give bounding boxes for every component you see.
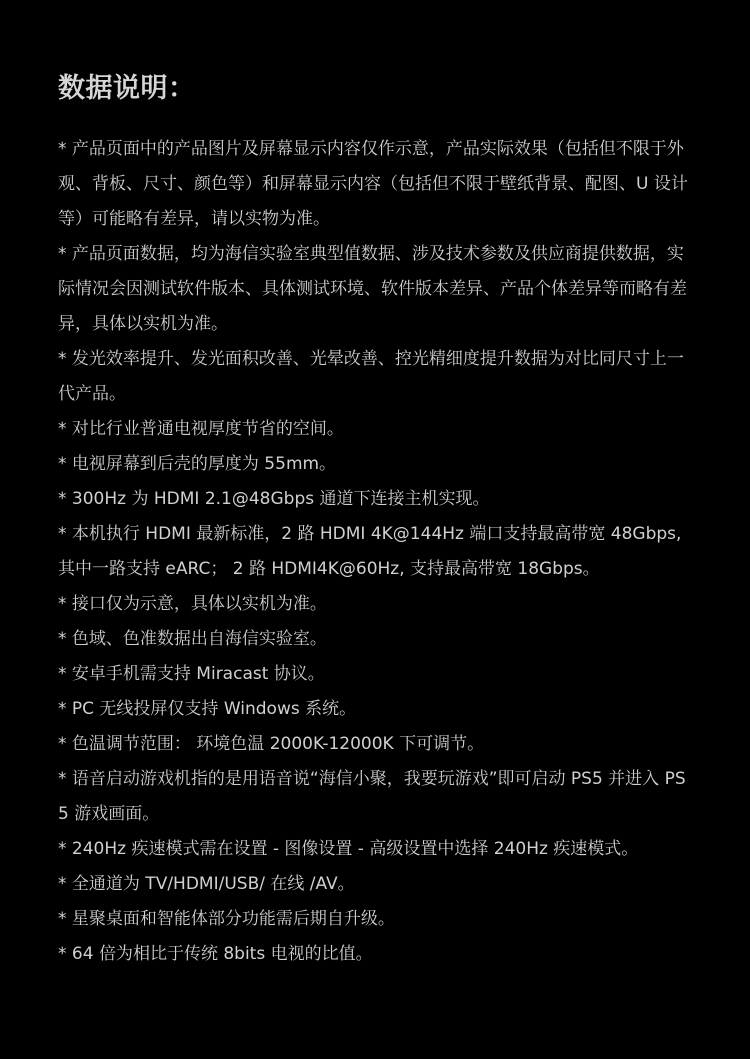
note-item: * 星聚桌面和智能体部分功能需后期自升级。 <box>58 909 395 929</box>
note-item: * 240Hz 疾速模式需在设置 - 图像设置 - 高级设置中选择 240Hz 疾速模式。 <box>58 839 639 859</box>
note-item: * 色域、色准数据出自海信实验室。 <box>58 629 327 649</box>
page-title: 数据说明： <box>58 73 196 104</box>
notes-list <box>58 132 694 972</box>
note-item: * 接口仅为示意，具体以实机为准。 <box>58 594 327 614</box>
note-item: * 64 倍为相比于传统 8bits 电视的比值。 <box>58 944 373 964</box>
note-item: * PC 无线投屏仅支持 Windows 系统。 <box>58 699 357 719</box>
note-item: * 语音启动游戏机指的是用语音说“海信小聚，我要玩游戏”即可启动 PS5 并进入 PS5 游戏画面。 <box>58 769 686 824</box>
note-item: * 发光效率提升、发光面积改善、光晕改善、控光精细度提升数据为对比同尺寸上一代产品。 <box>58 349 684 404</box>
note-item: * 全通道为 TV/HDMI/USB/ 在线 /AV。 <box>58 874 355 894</box>
note-item: * 电视屏幕到后壳的厚度为 55mm。 <box>58 454 337 474</box>
note-item: * 安卓手机需支持 Miracast 协议。 <box>58 664 325 684</box>
note-item: * 产品页面数据，均为海信实验室典型值数据、涉及技术参数及供应商提供数据，实际情况会因测试软件版本、具体测试环境、软件版本差异、产品个体差异等而略有差异，具体以实机为准。 <box>58 244 687 334</box>
note-item: * 色温调节范围： 环境色温 2000K-12000K 下可调节。 <box>58 734 485 754</box>
note-item: * 本机执行 HDMI 最新标准，2 路 HDMI 4K@144Hz 端口支持最高带宽 48Gbps, 其中一路支持 eARC； 2 路 HDMI4K@60Hz, 支持最高带宽 18Gbps。 <box>58 524 682 579</box>
note-item: * 300Hz 为 HDMI 2.1@48Gbps 通道下连接主机实现。 <box>58 489 490 509</box>
note-item: * 产品页面中的产品图片及屏幕显示内容仅作示意，产品实际效果（包括但不限于外观、背板、尺寸、颜色等）和屏幕显示内容（包括但不限于壁纸背景、配图、U 设计等）可能略有差异，请以实物为准。 <box>58 139 688 229</box>
note-item: * 对比行业普通电视厚度节省的空间。 <box>58 419 344 439</box>
